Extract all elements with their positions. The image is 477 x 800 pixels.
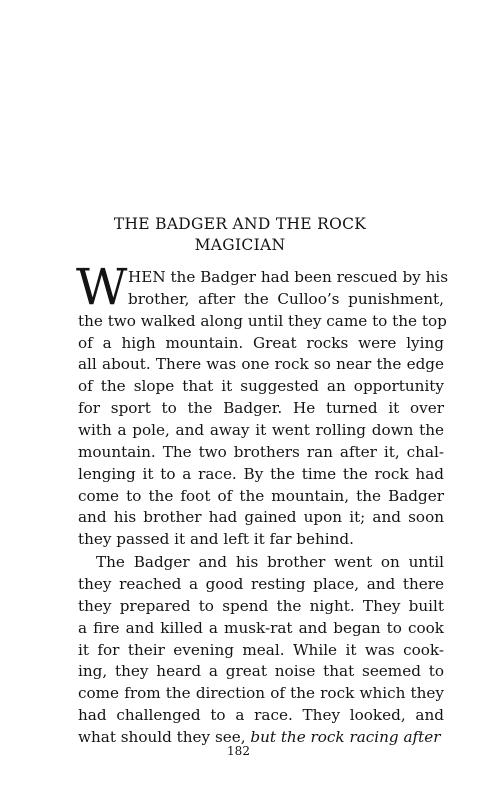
drop-cap: W <box>76 258 128 316</box>
body-line: they prepared to spend the night. They built <box>78 596 444 615</box>
body-line: of the slope that it suggested an opportunity <box>78 377 444 396</box>
chapter-title-line-1: THE BADGER AND THE ROCK <box>113 215 367 233</box>
body-line: come to the foot of the mountain, the Badger <box>78 486 444 505</box>
body-line: come from the direction of the rock which they <box>78 684 444 703</box>
body-line: brother, after the Culloo’s punishment, <box>128 289 444 308</box>
body-line: had challenged to a race. They looked, and <box>78 706 444 725</box>
body-line: ing, they heard a great noise that seemed to <box>78 662 444 681</box>
body-line: HEN the Badger had been rescued by his <box>128 268 449 286</box>
body-line: and his brother had gained upon it; and soon <box>78 508 444 527</box>
body-line: mountain. The two brothers ran after it, chal- <box>78 442 444 461</box>
body-line: it for their evening meal. While it was cook- <box>78 640 444 659</box>
page-number: 182 <box>227 744 250 758</box>
body-line: the two walked along until they came to the top <box>78 311 447 330</box>
body-line: of a high mountain. Great rocks were lying <box>78 333 444 352</box>
body-line: all about. There was one rock so near the edge <box>78 355 444 374</box>
body-line: they reached a good resting place, and there <box>78 574 444 593</box>
body-line: they passed it and left it far behind. <box>78 530 354 549</box>
chapter-title <box>60 214 420 256</box>
body-line: The Badger and his brother went on until <box>96 553 444 572</box>
body-line: a fire and killed a musk-rat and began to cook <box>78 618 444 637</box>
body-line: with a pole, and away it went rolling down the <box>78 421 444 440</box>
body-line: for sport to the Badger. He turned it over <box>78 399 444 418</box>
body-line-final-italic: but the rock racing after <box>250 728 441 746</box>
body-line: lenging it to a race. By the time the rock had <box>78 464 444 483</box>
body-line-final-roman: what should they see, <box>78 728 246 746</box>
chapter-title-line-2: MAGICIAN <box>194 236 286 254</box>
